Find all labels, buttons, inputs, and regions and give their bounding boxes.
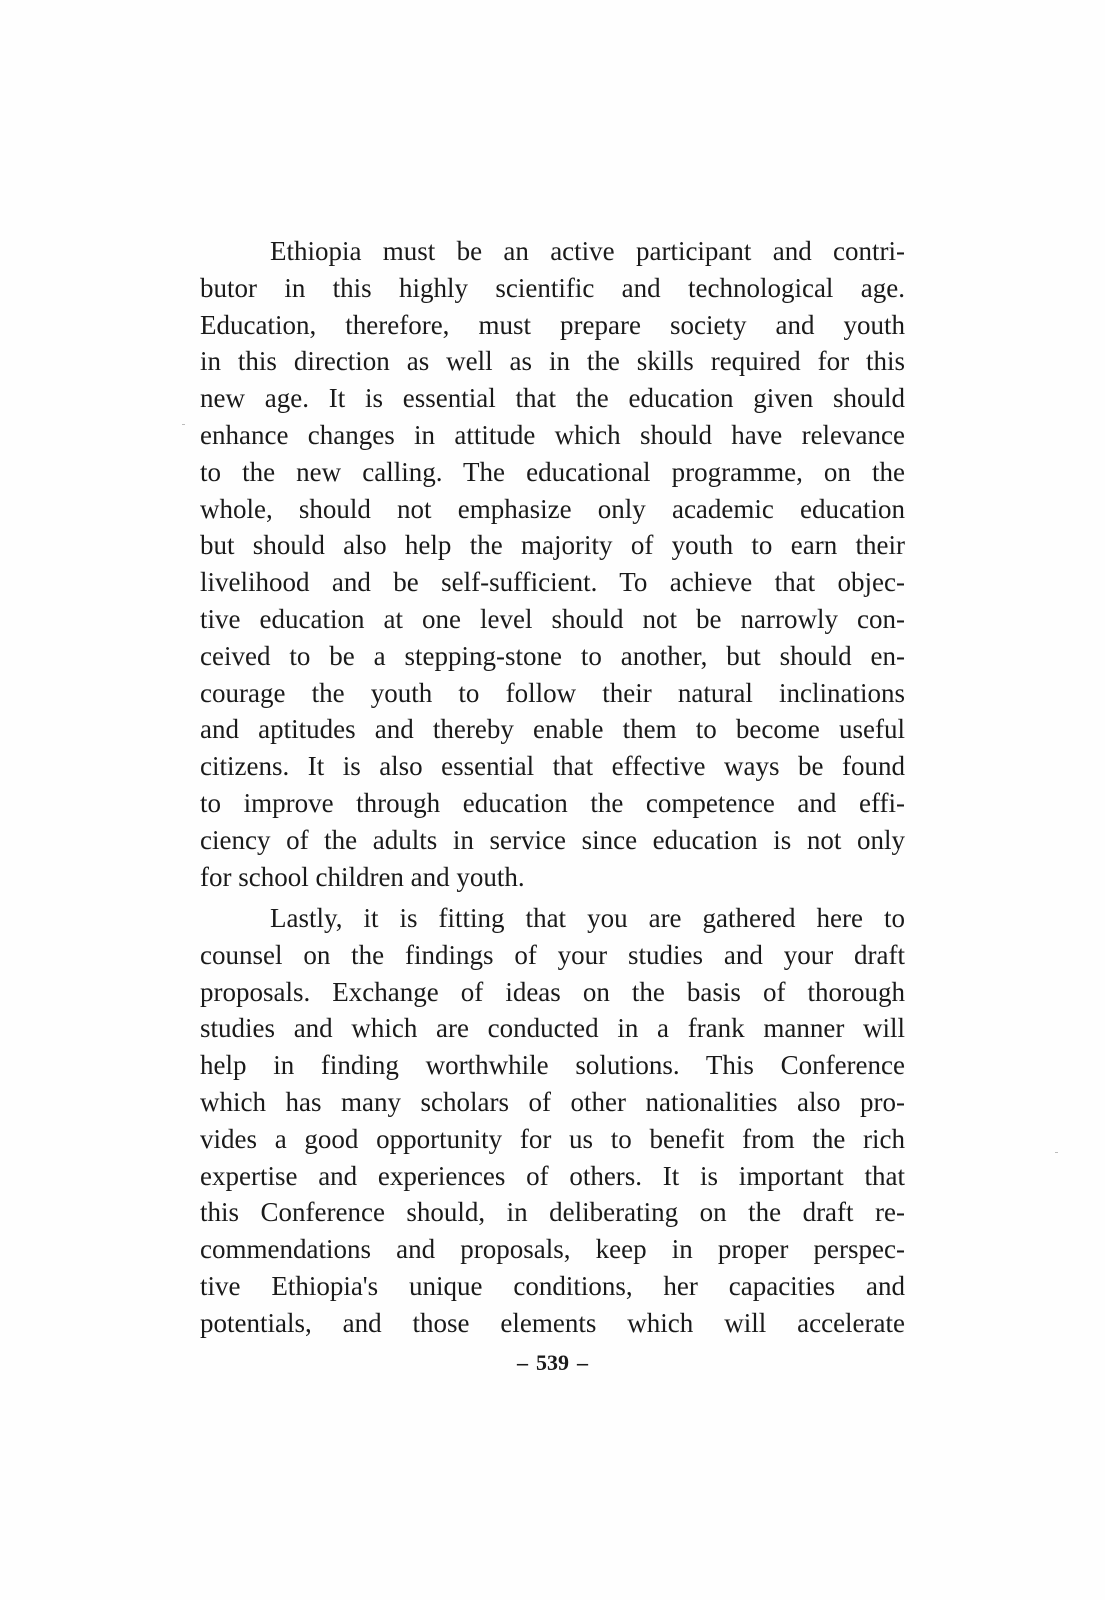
text-line: and aptitudes and thereby enable them to become useful — [200, 714, 905, 745]
text-line: Education, therefore, must prepare society and youth — [200, 309, 905, 340]
page-number — [0, 1350, 1105, 1376]
text-line: citizens. It is also essential that effective ways be found — [200, 751, 905, 782]
text-line: studies and which are conducted in a frank manner will — [200, 1013, 905, 1044]
text-line: in this direction as well as in the skills required for this — [200, 346, 905, 377]
text-line: this Conference should, in deliberating on the draft re- — [200, 1197, 905, 1228]
text-line: tive education at one level should not be narrowly con- — [200, 604, 905, 634]
page-number-value: 539 — [536, 1350, 569, 1375]
text-line: for school children and youth. — [200, 861, 525, 892]
folio-dash-right: – — [577, 1350, 588, 1375]
text-line: potentials, and those elements which will accelerate — [200, 1307, 905, 1338]
text-line: whole, should not emphasize only academic education — [200, 493, 905, 524]
text-line: which has many scholars of other nationalities also pro- — [200, 1087, 905, 1117]
text-line: tive Ethiopia's unique conditions, her capacities and — [200, 1271, 905, 1301]
text-line: to the new calling. The educational programme, on the — [200, 456, 905, 487]
text-line: ciency of the adults in service since education is not only — [200, 824, 905, 855]
text-line: courage the youth to follow their natural inclinations — [200, 677, 905, 708]
text-line: expertise and experiences of others. It is important that — [200, 1160, 905, 1191]
text-line: Ethiopia must be an active participant and contri- — [270, 236, 905, 266]
text-line: help in finding worthwhile solutions. This Conference — [200, 1050, 905, 1081]
text-line: to improve through education the competence and effi- — [200, 788, 905, 818]
text-line: vides a good opportunity for us to benefit from the rich — [200, 1123, 905, 1154]
scan-mark — [182, 424, 185, 425]
text-line: livelihood and be self-sufficient. To achieve that objec- — [200, 567, 905, 598]
text-line: Lastly, it is fitting that you are gathered here to — [270, 903, 905, 933]
text-line: commendations and proposals, keep in proper perspec- — [200, 1234, 905, 1265]
folio-dash-left: – — [517, 1350, 528, 1375]
text-line: new age. It is essential that the education given should — [200, 383, 905, 414]
text-line: proposals. Exchange of ideas on the basis of thorough — [200, 976, 905, 1007]
text-line: counsel on the findings of your studies and your draft — [200, 939, 905, 970]
text-line: butor in this highly scientific and technological age. — [200, 272, 905, 303]
text-line: but should also help the majority of youth to earn their — [200, 530, 905, 561]
text-line: ceived to be a stepping-stone to another, but should en- — [200, 640, 905, 671]
scan-mark — [1055, 1152, 1058, 1153]
text-line: enhance changes in attitude which should have relevance — [200, 420, 905, 450]
